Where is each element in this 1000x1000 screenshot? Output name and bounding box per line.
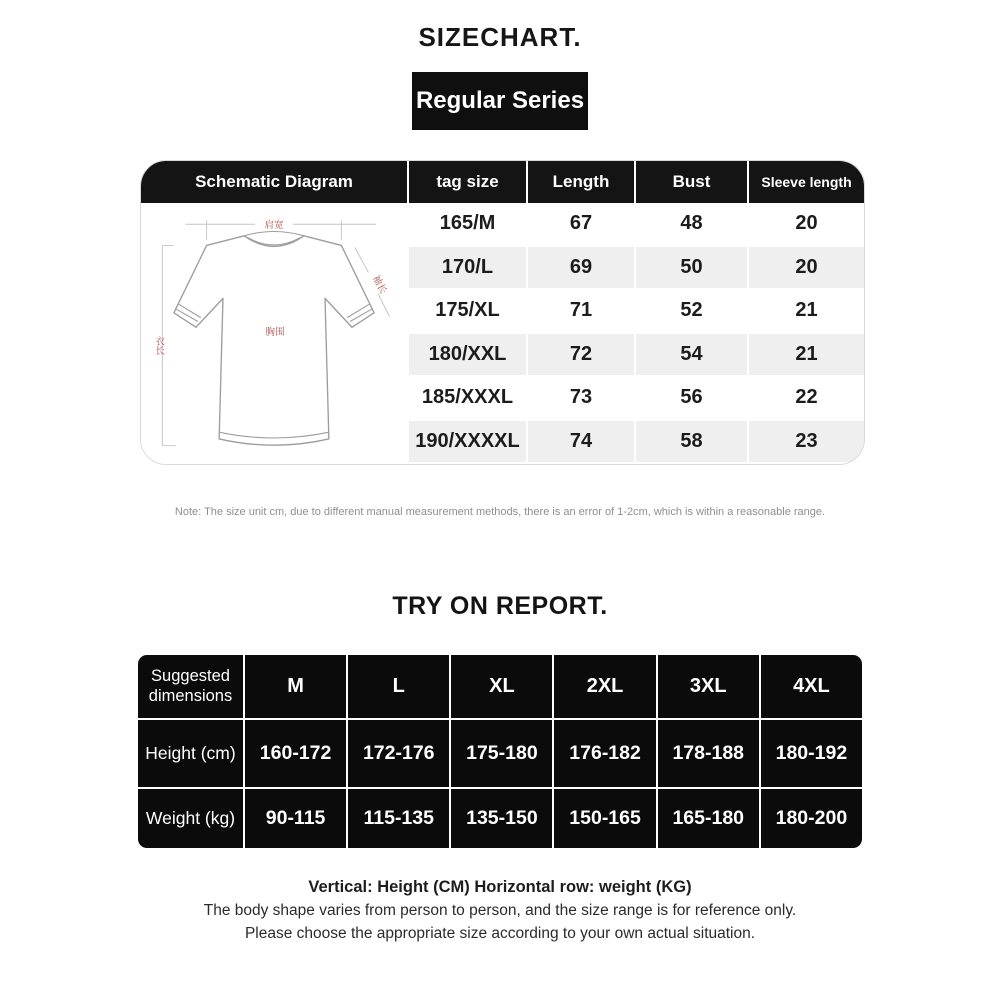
height-value: 172-176 [348,720,449,787]
series-badge: Regular Series [412,72,588,130]
cell-sleeve: 20 [749,247,864,291]
col-header-bust: Bust [636,161,749,203]
label-sleeve-length: 袖长 [369,273,389,296]
cell-tag-size: 185/XXXL [409,377,528,421]
footer-line-reference: The body shape varies from person to person, and the size range is for reference only. [203,902,797,919]
try-on-report-title: TRY ON REPORT. [392,592,608,620]
cell-bust: 52 [636,290,749,334]
footer-line-axes: Vertical: Height (CM) Horizontal row: weight (KG) [308,878,692,896]
col-header-2xl: 2XL [554,655,655,718]
height-value: 180-192 [761,720,862,787]
tshirt-diagram-image [148,205,400,463]
cell-tag-size: 190/XXXXL [409,421,528,465]
row-header-weight: Weight (kg) [138,789,243,848]
cell-sleeve: 21 [749,334,864,378]
col-header-l: L [348,655,449,718]
cell-length: 69 [528,247,636,291]
measurement-note: Note: The size unit cm, due to different manual measurement methods, there is an error of 1-2cm, which is within a reasonable range. [174,506,826,518]
cell-tag-size: 180/XXL [409,334,528,378]
height-value: 160-172 [245,720,346,787]
cell-tag-size: 165/M [409,203,528,247]
corner-suggested-dimensions: Suggested dimensions [138,655,243,718]
cell-tag-size: 170/L [409,247,528,291]
col-header-3xl: 3XL [658,655,759,718]
col-header-xl: XL [451,655,552,718]
cell-length: 74 [528,421,636,465]
footer-notes [0,876,1000,945]
cell-bust: 58 [636,421,749,465]
try-on-table [138,655,862,848]
footer-line-choose: Please choose the appropriate size according to your own actual situation. [244,925,756,942]
cell-sleeve: 23 [749,421,864,465]
weight-value: 180-200 [761,789,862,848]
cell-bust: 54 [636,334,749,378]
weight-value: 165-180 [658,789,759,848]
height-value: 175-180 [451,720,552,787]
col-header-length: Length [528,161,636,203]
tshirt-schematic [141,203,409,464]
weight-value: 115-135 [348,789,449,848]
cell-sleeve: 22 [749,377,864,421]
col-header-m: M [245,655,346,718]
cell-bust: 56 [636,377,749,421]
col-header-schematic-diagram: Schematic Diagram [141,161,409,203]
row-header-height: Height (cm) [138,720,243,787]
weight-value: 150-165 [554,789,655,848]
cell-bust: 50 [636,247,749,291]
cell-length: 73 [528,377,636,421]
cell-bust: 48 [636,203,749,247]
height-value: 176-182 [554,720,655,787]
size-chart-table [140,160,865,465]
label-bust: 胸围 [265,326,285,338]
label-shoulder-width: 肩宽 [264,219,284,231]
cell-sleeve: 20 [749,203,864,247]
cell-sleeve: 21 [749,290,864,334]
cell-length: 71 [528,290,636,334]
col-header-4xl: 4XL [761,655,862,718]
weight-value: 135-150 [451,789,552,848]
cell-length: 67 [528,203,636,247]
col-header-tag-size: tag size [409,161,528,203]
height-value: 178-188 [658,720,759,787]
label-garment-length: 衣长 [152,335,164,355]
weight-value: 90-115 [245,789,346,848]
col-header-sleeve-length: Sleeve length [749,161,864,203]
cell-length: 72 [528,334,636,378]
cell-tag-size: 175/XL [409,290,528,334]
page-title: SIZECHART. [418,22,582,52]
